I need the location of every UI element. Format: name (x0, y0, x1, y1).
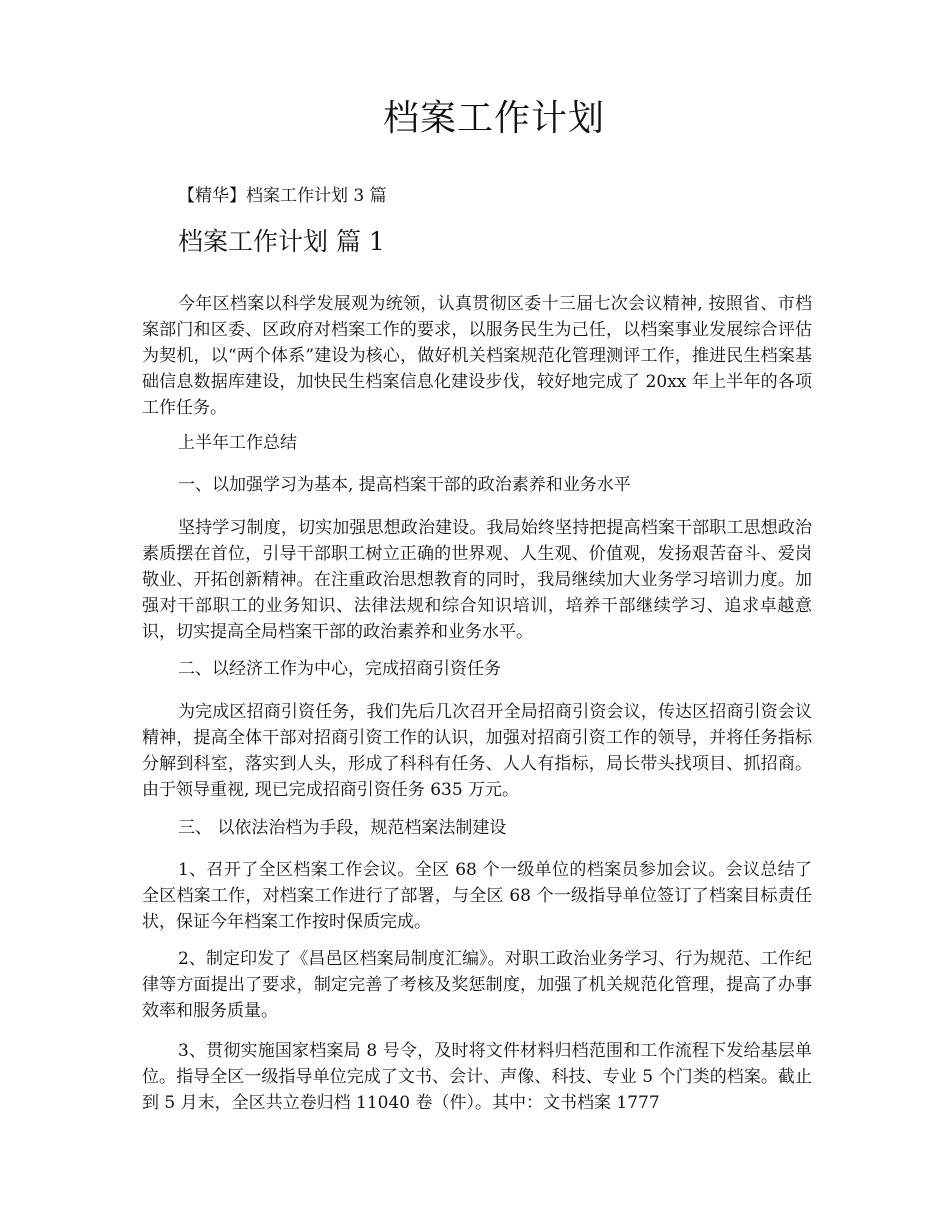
section-heading: 档案工作计划 篇 1 (178, 227, 385, 256)
document-subtitle: 【精华】档案工作计划 3 篇 (178, 186, 387, 206)
item3-heading: 三、 以依法治档为手段，规范档案法制建设 (178, 818, 507, 838)
document-title: 档案工作计划 (382, 98, 605, 139)
paragraph-item3-1: 1、召开了全区档案工作会议。全区 68 个一级单位的档案员参加会议。会议总结了全区档案工作，对档案工作进行了部署，与全区 68 个一级指导单位签订了档案目标责任状，保证今年档案工作按时保质完成。 (142, 860, 812, 932)
paragraph-item3-2: 2、制定印发了《昌邑区档案局制度汇编》。对职工政治业务学习、行为规范、工作纪律等方面提出了要求，制定完善了考核及奖惩制度，加强了机关规范化管理，提高了办事效率和服务质量。 (142, 949, 812, 1021)
paragraph-item2: 为完成区招商引资任务，我们先后几次召开全局招商引资会议，传达区招商引资会议精神，提高全体干部对招商引资工作的认识，加强对招商引资工作的领导，并将任务指标分解到科室，落实到人头，形成了科科有任务、人人有指标，局长带头找项目、抓招商。由于领导重视, 现已完成招商引资任务 635 万元。 (142, 702, 812, 800)
item2-heading: 二、以经济工作为中心，完成招商引资任务 (178, 659, 501, 679)
paragraph-item1: 坚持学习制度，切实加强思想政治建设。我局始终坚持把提高档案干部职工思想政治素质摆在首位，引导干部职工树立正确的世界观、人生观、价值观，发扬艰苦奋斗、爱岗敬业、开拓创新精神。在注重政治思想教育的同时，我局继续加大业务学习培训力度。加强对干部职工的业务知识、法律法规和综合知识培训，培养干部继续学习、追求卓越意识，切实提高全局档案干部的政治素养和业务水平。 (142, 518, 812, 642)
item1-heading: 一、以加强学习为基本, 提高档案干部的政治素养和业务水平 (178, 475, 631, 495)
paragraph-intro: 今年区档案以科学发展观为统领，认真贯彻区委十三届七次会议精神, 按照省、市档案部门和区委、区政府对档案工作的要求，以服务民生为己任，以档案事业发展综合评估为契机，以“两个体系”建设为核心，做好机关档案规范化管理测评工作，推进民生档案基础信息数据库建设，加快民生档案信息化建设步伐，较好地完成了 20xx 年上半年的各项工作任务。 (142, 294, 812, 418)
summary-heading: 上半年工作总结 (178, 433, 297, 453)
paragraph-item3-3: 3、贯彻实施国家档案局 8 号令，及时将文件材料归档范围和工作流程下发给基层单位。指导全区一级指导单位完成了文书、会计、声像、科技、专业 5 个门类的档案。截止到 5 月末，全区共立卷归档 11040 卷（件）。其中：文书档案 1777 (142, 1041, 812, 1113)
